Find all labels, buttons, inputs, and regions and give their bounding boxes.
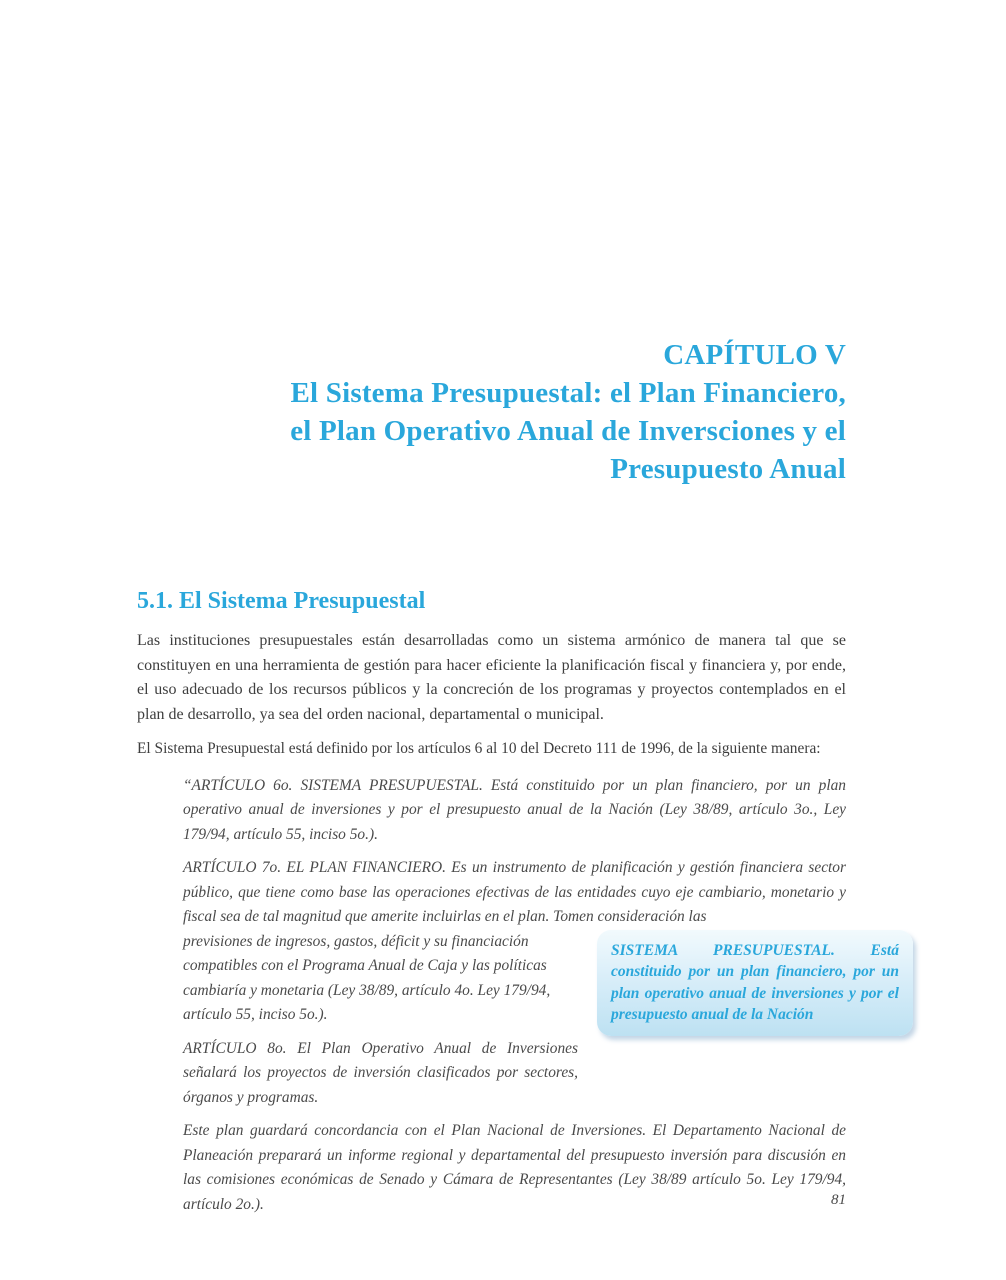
paragraph-intro: Las instituciones presupuestales están desarrolladas como un sistema armónico de manera tal que se constituyen en una herramienta de gestión para hacer eficiente la planificación fiscal y financiera y, por ende, el uso adecuado de los recursos públicos y la concreción de los programas y proyectos contemplados en el plan de desarrollo, ya sea del orden nacional, departamental o municipal. bbox=[137, 632, 846, 723]
quote-articulo-8: ARTÍCULO 8o. El Plan Operativo Anual de Inversiones señalará los proyectos de inversión clasificados por sectores, órganos y programas. bbox=[183, 1039, 578, 1106]
chapter-title-line-3: el Plan Operativo Anual de Inversciones y el bbox=[290, 415, 846, 447]
quote-este-plan: Este plan guardará concordancia con el Plan Nacional de Inversiones. El Departamento Nacional de Planeación preparará un informe regional y departamental del presupuesto inversión para discusión en las comisiones económicas de Senado y Cámara de Representantes (Ley 38/89 artículo 5o. Ley 179/94, artículo 2o.). bbox=[183, 1122, 846, 1213]
wrap-left-column bbox=[183, 930, 578, 1111]
callout-text: SISTEMA PRESUPUESTAL. Está constituido por un plan financiero, por un plan operativo anual de inversiones y por el presupuesto anual de la Nación bbox=[611, 941, 899, 1023]
page-number: 81 bbox=[831, 1192, 846, 1208]
quote-articulo-7-part-2: previsiones de ingresos, gastos, déficit y su financiación compatibles con el Programa Anual de Caja y las políticas cambiaría y monetaria (Ley 38/89, artículo 4o. Ley 179/94, artículo 55, inciso 5o.). bbox=[183, 932, 551, 1023]
quote-articulo-6: “ARTÍCULO 6o. SISTEMA PRESUPUESTAL. Está constituido por un plan financiero, por un plan operativo anual de inversiones y por el presupuesto anual de la Nación (Ley 38/89, artículo 3o., Ley 179/94, artículo 55, inciso 5o.). bbox=[183, 776, 846, 843]
paragraph-definition: El Sistema Presupuestal está definido por los artículos 6 al 10 del Decreto 111 de 1996, de la siguiente manera: bbox=[137, 740, 821, 757]
chapter-title-line-1: CAPÍTULO V bbox=[663, 339, 846, 371]
document-content bbox=[137, 0, 899, 1217]
section-heading: 5.1. El Sistema Presupuestal bbox=[137, 588, 426, 614]
callout-box bbox=[597, 930, 913, 1036]
chapter-title bbox=[137, 0, 846, 488]
quote-articulo-7-part-1: ARTÍCULO 7o. EL PLAN FINANCIERO. Es un instrumento de planificación y gestión financiera sector público, que tiene como base las operaciones efectivas de las entidades cuyo eje cambiario, monetario y fiscal sea de tal magnitud que amerite incluirlas en el plan. Tomen consideración las bbox=[183, 859, 846, 925]
chapter-title-line-4: Presupuesto Anual bbox=[610, 453, 846, 485]
chapter-title-line-2: El Sistema Presupuestal: el Plan Financiero, bbox=[290, 377, 846, 409]
text-wrap-row bbox=[183, 930, 913, 1111]
